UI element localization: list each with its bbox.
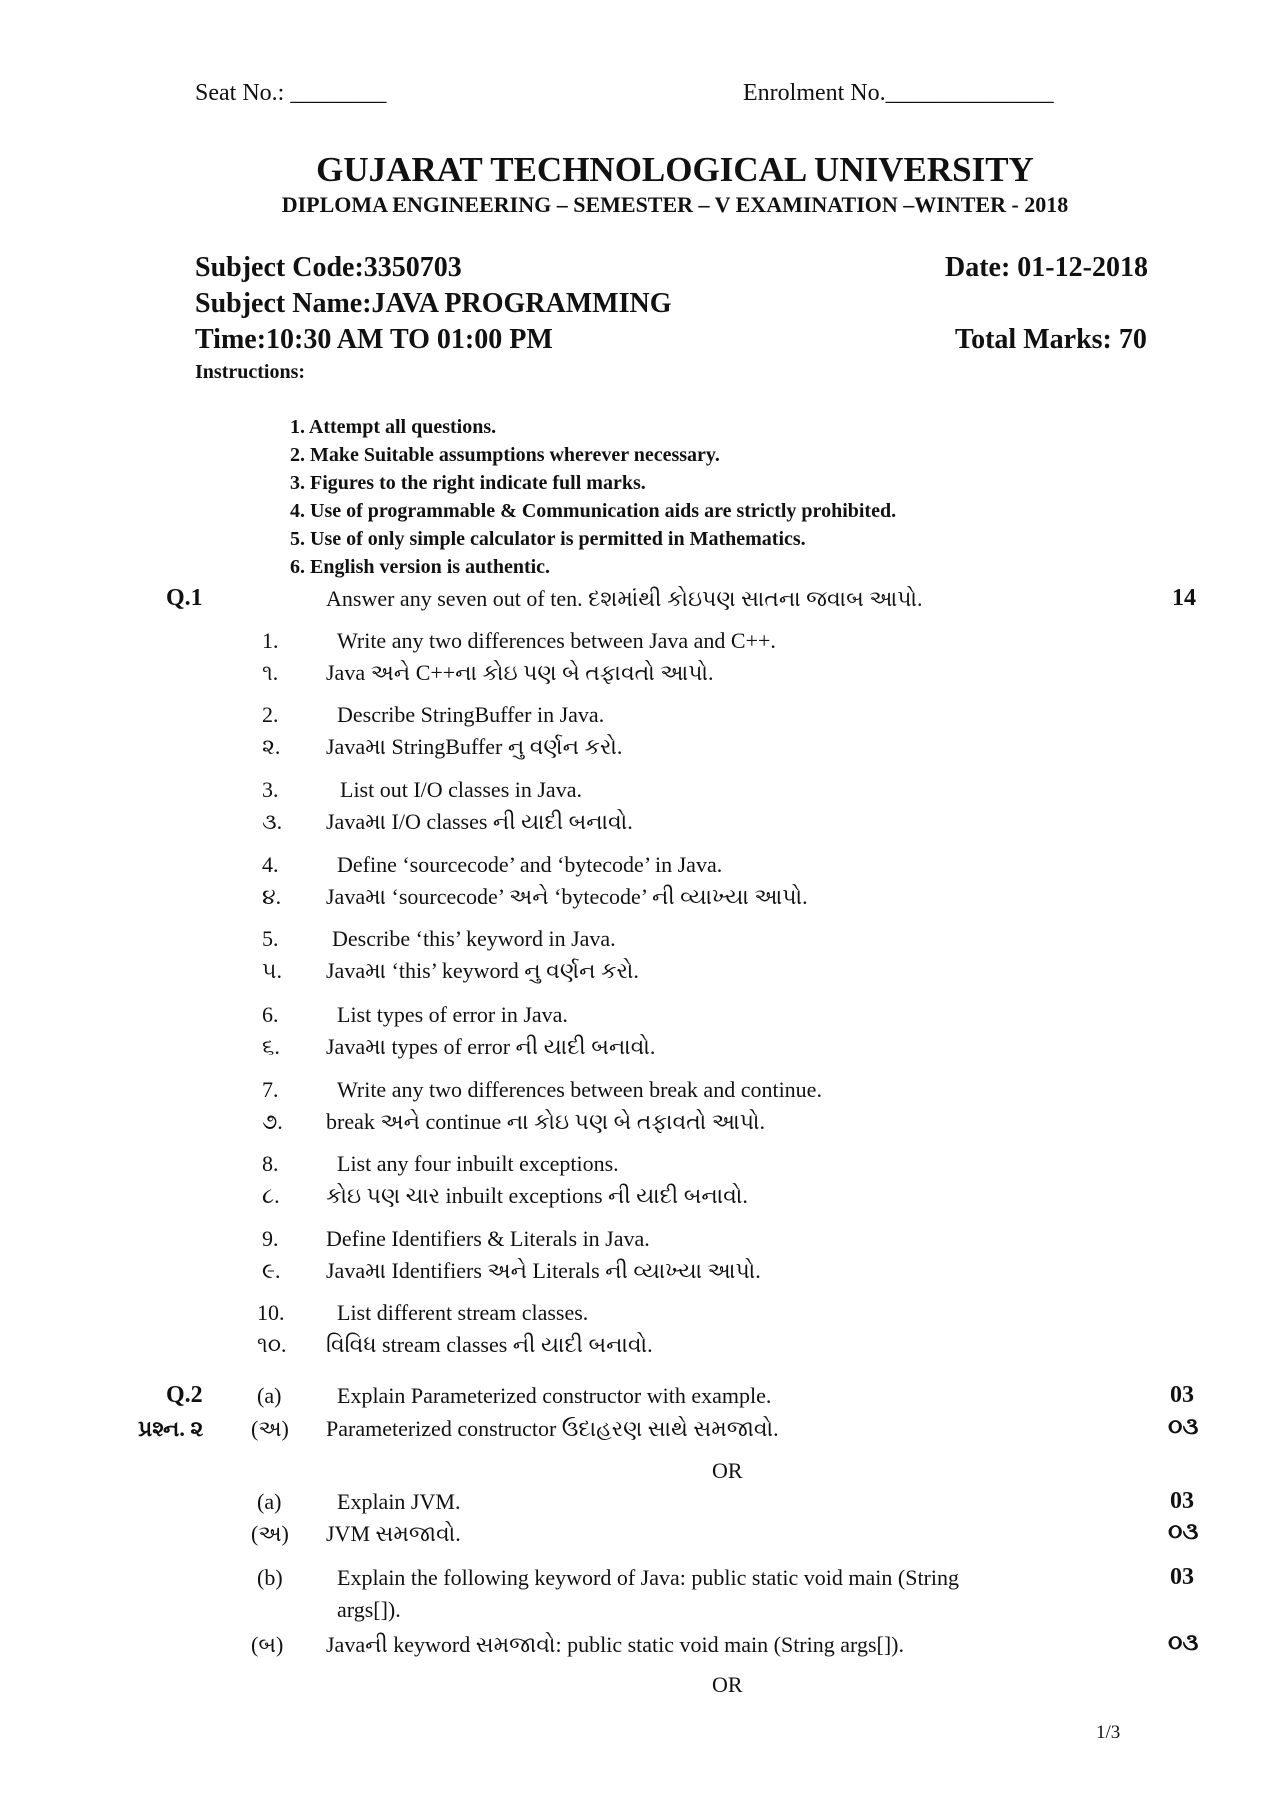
q2-b1-en-line2: args[]). <box>337 1597 401 1622</box>
q1-item-7-num-gu: ૭. <box>262 1109 283 1134</box>
q1-item-5-en: Describe ‘this’ keyword in Java. <box>332 926 616 951</box>
exam-date: Date: 01-12-2018 <box>945 252 1148 283</box>
q1-item-6-en: List types of error in Java. <box>337 1002 568 1027</box>
q2-b1-marks: 03 <box>1170 1564 1194 1590</box>
q1-item-3-num: 3. <box>262 777 279 802</box>
total-marks: Total Marks: 70 <box>955 324 1147 355</box>
instruction-3: 3. Figures to the right indicate full marks. <box>290 472 646 494</box>
q2-a2-gu: JVM સમજાવો. <box>326 1521 461 1546</box>
enrolment-no: Enrolment No.______________ <box>743 80 1054 106</box>
q2-b1-en-line1: Explain the following keyword of Java: public static void main (String <box>337 1565 959 1590</box>
q1-item-1-gu: Java અને C++ના કોઇ પણ બે તફાવતો આપો. <box>326 660 714 685</box>
q1-item-6-num-gu: ૬. <box>262 1034 280 1059</box>
q1-item-4-gu: Javaમા ‘sourcecode’ અને ‘bytecode’ ની વ્યાખ્યા આપો. <box>326 884 808 909</box>
q1-item-2-num-gu: ૨. <box>262 734 281 759</box>
q1-item-2-gu: Javaમા StringBuffer નુ વર્ણન કરો. <box>326 734 623 759</box>
q1-item-1-num-gu: ૧. <box>262 660 279 685</box>
instruction-2: 2. Make Suitable assumptions wherever necessary. <box>290 444 720 466</box>
q1-item-8-num: 8. <box>262 1151 279 1176</box>
q1-item-7-num: 7. <box>262 1077 279 1102</box>
q1-item-2-en: Describe StringBuffer in Java. <box>337 702 605 727</box>
q1-item-4-num-gu: ૪. <box>262 884 282 909</box>
q1-instruction: Answer any seven out of ten. દશમાંથી કોઇપણ સાતના જવાબ આપો. <box>326 586 923 611</box>
q2-a2-en: Explain JVM. <box>337 1489 461 1514</box>
instructions-label: Instructions: <box>195 361 306 383</box>
or-separator-1: OR <box>712 1458 743 1483</box>
q1-item-7-gu: break અને continue ના કોઇ પણ બે તફાવતો આપો. <box>326 1109 766 1134</box>
q1-item-5-num-gu: ૫. <box>262 958 282 983</box>
instruction-4: 4. Use of programmable & Communication aids are strictly prohibited. <box>290 500 897 522</box>
q2-a2-marks: 03 <box>1170 1488 1194 1514</box>
q2-a1-gu: Parameterized constructor ઉદાહરણ સાથે સમજાવો. <box>326 1416 779 1441</box>
q1-item-5-num: 5. <box>262 926 279 951</box>
q2-label-gu: પ્રશ્ન. ૨ <box>138 1416 204 1441</box>
subject-code: Subject Code:3350703 <box>195 252 462 283</box>
q1-marks: 14 <box>1172 585 1196 611</box>
q1-item-6-num: 6. <box>262 1002 279 1027</box>
q1-item-9-gu: Javaમા Identifiers અને Literals ની વ્યાખ્યા આપો. <box>326 1258 761 1283</box>
q1-item-10-num: 10. <box>257 1300 285 1325</box>
q1-item-8-gu: કોઇ પણ ચાર inbuilt exceptions ની યાદી બનાવો. <box>326 1183 748 1208</box>
seat-no: Seat No.: ________ <box>195 80 387 106</box>
subject-name: Subject Name:JAVA PROGRAMMING <box>195 288 672 319</box>
q1-item-7-en: Write any two differences between break and continue. <box>337 1077 822 1102</box>
q2-label: Q.2 <box>166 1382 203 1408</box>
q2-a2-marks-gu: ૦૩ <box>1168 1519 1199 1545</box>
instruction-5: 5. Use of only simple calculator is permitted in Mathematics. <box>290 528 806 550</box>
q2-a2-tag: (a) <box>257 1489 282 1514</box>
q2-a2-tag-gu: (અ) <box>251 1521 289 1546</box>
q1-item-10-gu: વિવિધ stream classes ની યાદી બનાવો. <box>326 1332 653 1357</box>
q1-item-3-num-gu: ૩. <box>262 809 283 834</box>
instruction-1: 1. Attempt all questions. <box>290 416 497 438</box>
q1-item-1-en: Write any two differences between Java and C++. <box>337 628 776 653</box>
q1-item-3-en: List out I/O classes in Java. <box>340 777 582 802</box>
page-number: 1/3 <box>1096 1722 1121 1743</box>
q2-a1-en: Explain Parameterized constructor with example. <box>337 1383 772 1408</box>
q2-a1-marks-gu: ૦૩ <box>1168 1414 1199 1440</box>
q1-item-5-gu: Javaમા ‘this’ keyword નુ વર્ણન કરો. <box>326 958 639 983</box>
exam-time: Time:10:30 AM TO 01:00 PM <box>195 324 553 355</box>
or-separator-2: OR <box>712 1672 743 1697</box>
q1-item-4-en: Define ‘sourcecode’ and ‘bytecode’ in Java. <box>337 852 723 877</box>
q1-item-9-num: 9. <box>262 1226 279 1251</box>
q1-item-6-gu: Javaમા types of error ની યાદી બનાવો. <box>326 1034 656 1059</box>
q1-item-9-num-gu: ૯. <box>262 1258 281 1283</box>
q2-a1-tag: (a) <box>257 1383 282 1408</box>
q1-item-9-en: Define Identifiers & Literals in Java. <box>326 1226 650 1251</box>
q1-item-2-num: 2. <box>262 702 279 727</box>
q2-b1-tag: (b) <box>257 1565 283 1590</box>
q2-b1-gu: Javaની keyword સમજાવો: public static void main (String args[]). <box>326 1632 904 1657</box>
exam-title: DIPLOMA ENGINEERING – SEMESTER – V EXAMINATION –WINTER - 2018 <box>281 192 1069 217</box>
q1-label: Q.1 <box>166 585 203 611</box>
q2-a1-tag-gu: (અ) <box>251 1416 289 1441</box>
q1-item-1-num: 1. <box>262 628 279 653</box>
q2-b1-marks-gu: ૦૩ <box>1168 1630 1199 1656</box>
university-title: GUJARAT TECHNOLOGICAL UNIVERSITY <box>316 150 1034 189</box>
q2-a1-marks: 03 <box>1170 1382 1194 1408</box>
q1-item-10-en: List different stream classes. <box>337 1300 589 1325</box>
instruction-6: 6. English version is authentic. <box>290 556 551 578</box>
q1-item-3-gu: Javaમા I/O classes ની યાદી બનાવો. <box>326 809 633 834</box>
q1-item-10-num-gu: ૧૦. <box>257 1332 287 1357</box>
q2-b1-tag-gu: (બ) <box>251 1632 284 1657</box>
q1-item-8-num-gu: ૮. <box>262 1183 280 1208</box>
q1-item-4-num: 4. <box>262 852 279 877</box>
q1-item-8-en: List any four inbuilt exceptions. <box>337 1151 619 1176</box>
